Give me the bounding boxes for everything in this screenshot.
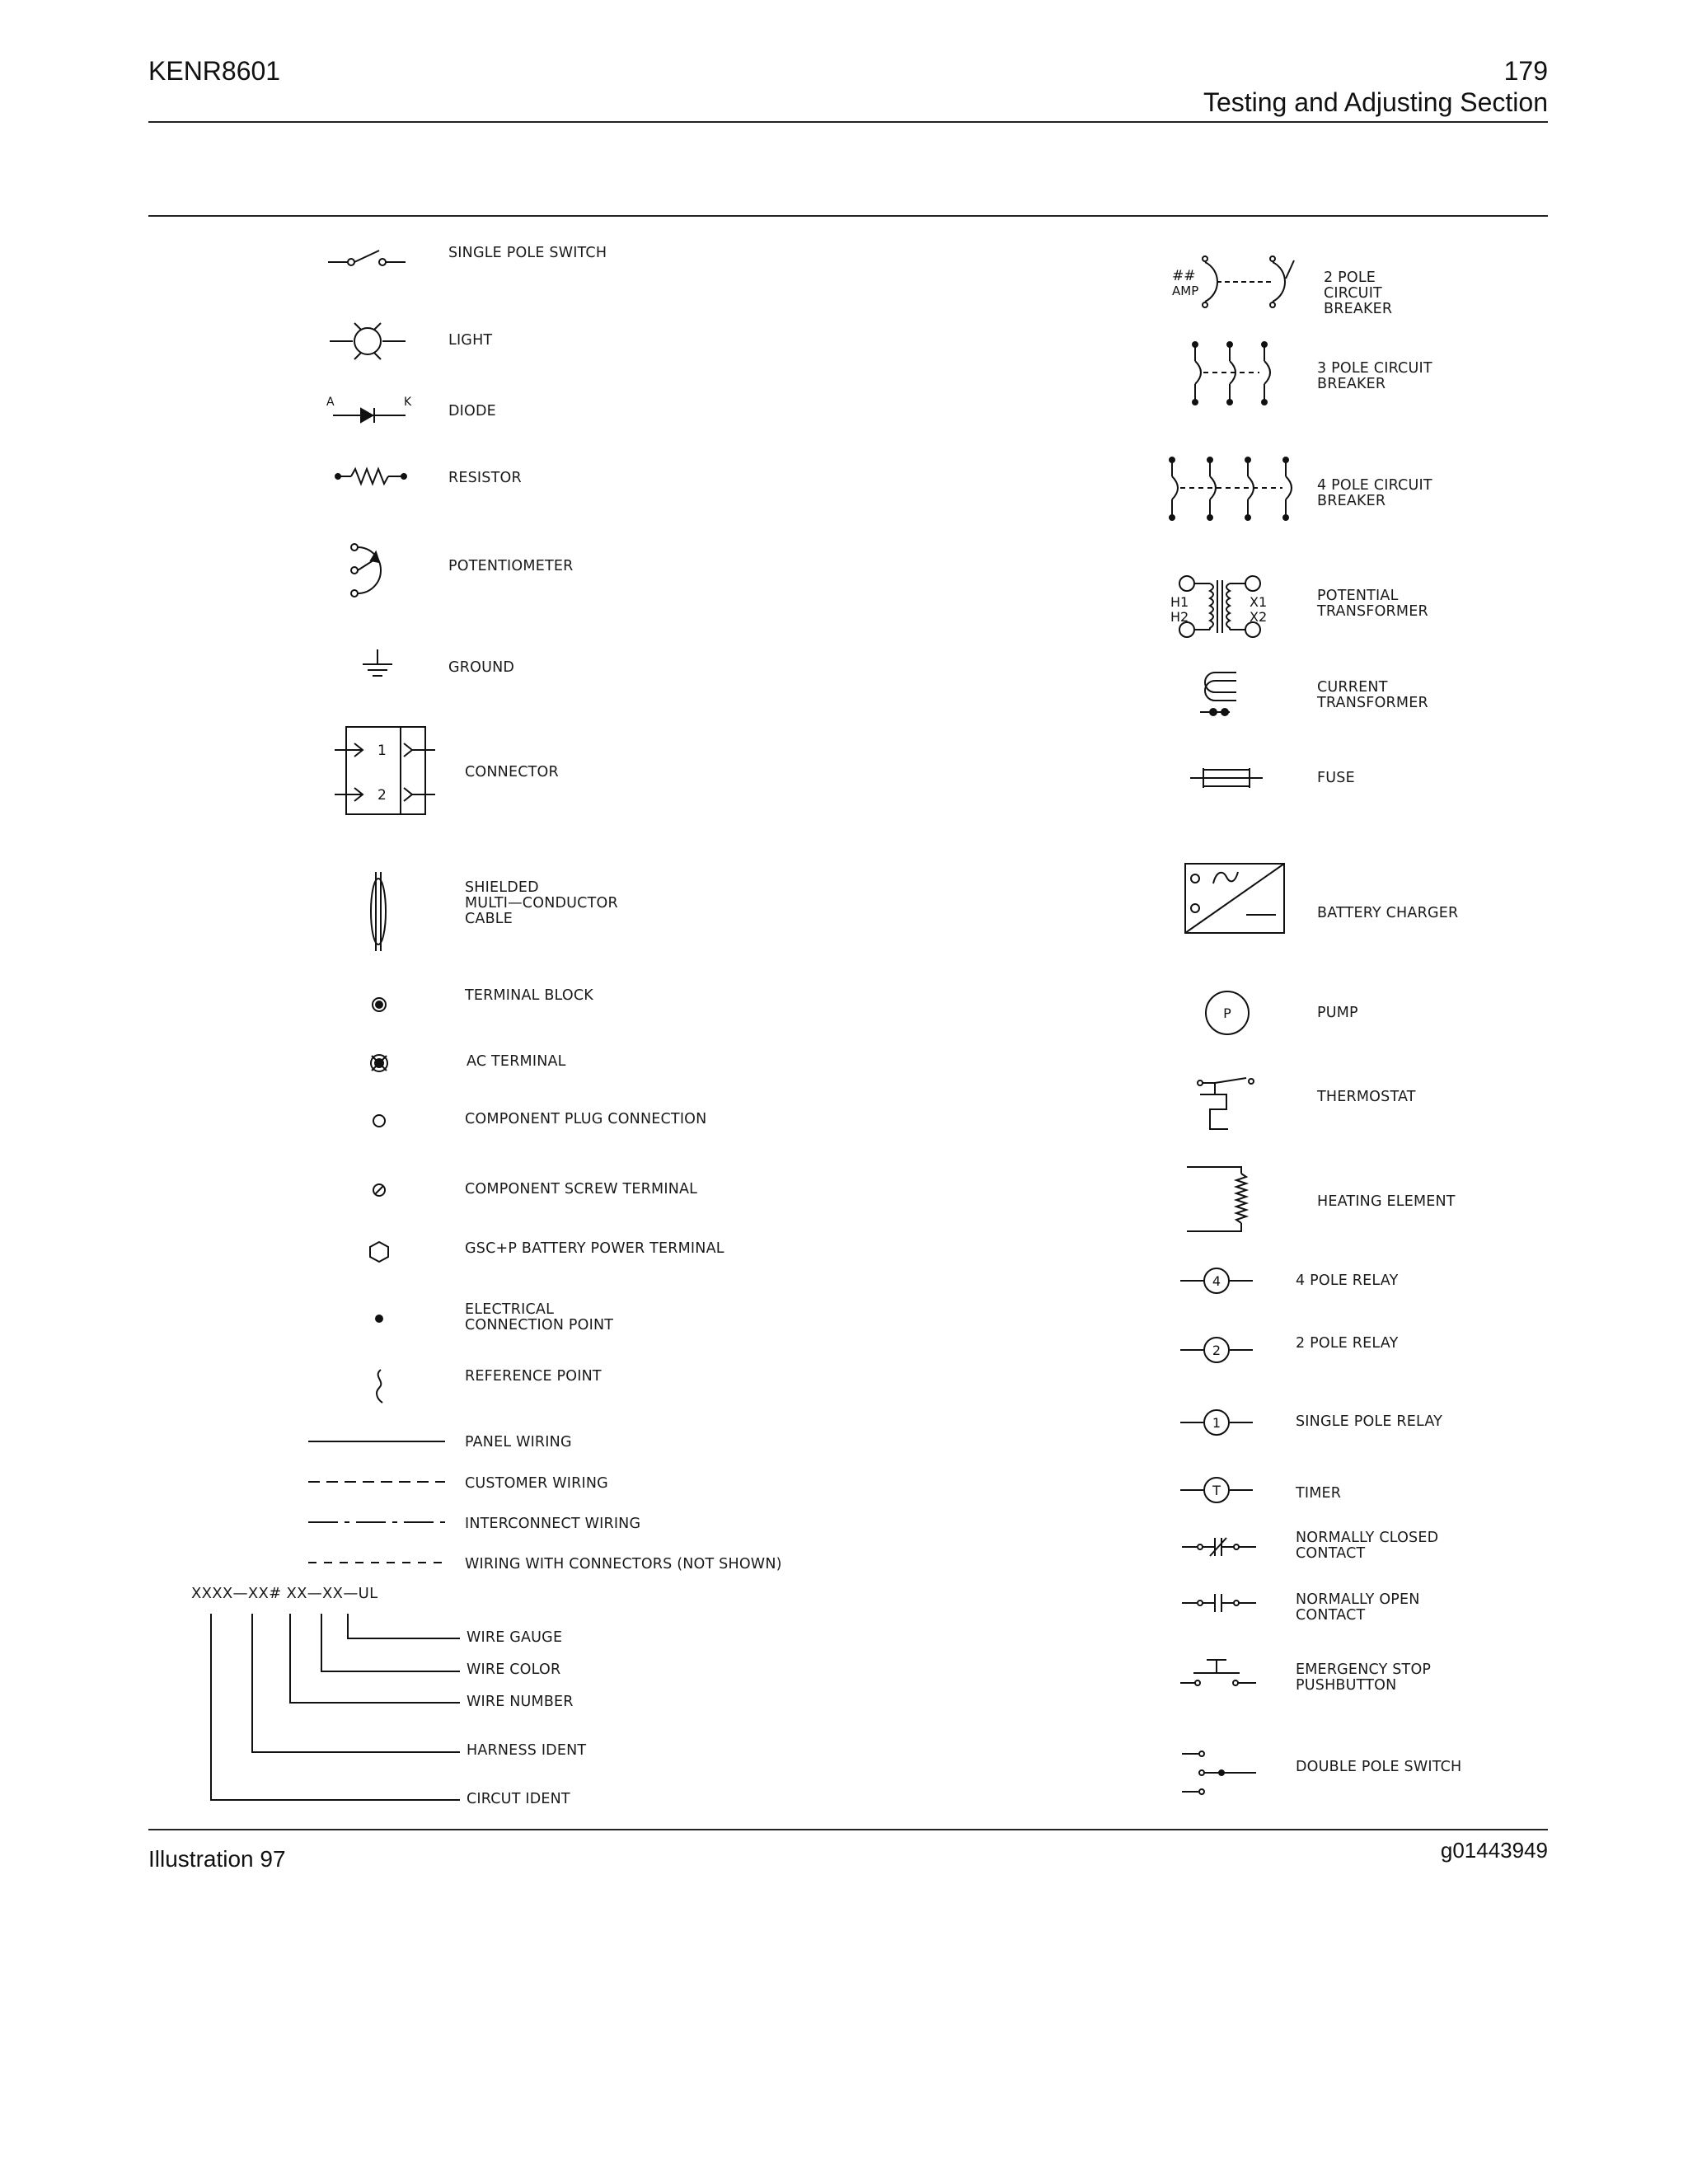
label-electrical-connection-point: ELECTRICAL CONNECTION POINT <box>465 1301 614 1333</box>
label-three-pole-circuit-breaker: 3 POLE CIRCUIT BREAKER <box>1317 360 1432 392</box>
label-four-pole-relay: 4 POLE RELAY <box>1296 1272 1399 1289</box>
label-customer-wiring: CUSTOMER WIRING <box>465 1475 608 1492</box>
label-circut-ident: CIRCUT IDENT <box>467 1791 570 1807</box>
pump-icon <box>1203 989 1251 1037</box>
two-pole-relay-icon <box>1179 1335 1254 1365</box>
battery-power-terminal-icon <box>368 1240 391 1263</box>
label-component-plug-connection: COMPONENT PLUG CONNECTION <box>465 1111 707 1127</box>
label-terminal-block: TERMINAL BLOCK <box>465 987 593 1004</box>
label-wire-number: WIRE NUMBER <box>467 1694 574 1710</box>
component-screw-terminal-icon <box>371 1182 387 1198</box>
illustration-caption: Illustration 97 <box>148 1846 286 1872</box>
emergency-stop-pushbutton-icon <box>1179 1657 1258 1690</box>
label-shielded-cable: SHIELDED MULTI—CONDUCTOR CABLE <box>465 879 618 927</box>
two-pole-circuit-breaker-icon <box>1170 254 1319 310</box>
label-current-transformer: CURRENT TRANSFORMER <box>1317 679 1428 711</box>
figure-bottom-rule <box>148 1829 1548 1830</box>
four-pole-relay-icon <box>1179 1266 1254 1296</box>
battery-charger-icon <box>1184 862 1287 936</box>
label-emergency-stop-pushbutton: EMERGENCY STOP PUSHBUTTON <box>1296 1661 1432 1694</box>
resistor-icon <box>333 463 412 488</box>
label-pump: PUMP <box>1317 1005 1358 1021</box>
label-double-pole-switch: DOUBLE POLE SWITCH <box>1296 1759 1462 1775</box>
graphic-id: g01443949 <box>1440 1838 1548 1863</box>
label-two-pole-circuit-breaker: 2 POLE CIRCUIT BREAKER <box>1324 269 1393 317</box>
single-pole-switch-icon <box>326 246 409 275</box>
label-ground: GROUND <box>448 659 515 676</box>
component-plug-connection-icon <box>371 1113 387 1129</box>
pt-x2-label: X2 <box>1250 609 1268 625</box>
label-battery-power-terminal: GSC+P BATTERY POWER TERMINAL <box>465 1240 724 1257</box>
pump-letter: P <box>1223 1005 1231 1021</box>
breaker-rating-amp: AMP <box>1172 284 1199 298</box>
customer-wiring-line-icon <box>308 1479 447 1485</box>
double-pole-switch-icon <box>1180 1747 1258 1798</box>
fuse-icon <box>1189 766 1264 790</box>
heating-element-icon <box>1184 1162 1250 1236</box>
shielded-cable-icon <box>366 872 391 951</box>
label-component-screw-terminal: COMPONENT SCREW TERMINAL <box>465 1181 698 1197</box>
label-wire-color: WIRE COLOR <box>467 1661 561 1678</box>
terminal-block-icon <box>369 995 389 1015</box>
timer-letter: T <box>1212 1483 1221 1498</box>
label-wire-gauge: WIRE GAUGE <box>467 1629 563 1646</box>
pt-x1-label: X1 <box>1250 594 1268 610</box>
label-normally-closed-contact: NORMALLY CLOSED CONTACT <box>1296 1530 1439 1562</box>
single-pole-relay-icon <box>1179 1408 1254 1437</box>
connector-pin-2: 2 <box>377 787 387 804</box>
label-timer: TIMER <box>1296 1485 1342 1502</box>
potentiometer-icon <box>346 541 404 598</box>
label-potential-transformer: POTENTIAL TRANSFORMER <box>1317 588 1428 620</box>
four-pole-circuit-breaker-icon <box>1160 453 1301 524</box>
label-wiring-with-connectors: WIRING WITH CONNECTORS (NOT SHOWN) <box>465 1556 782 1572</box>
label-normally-open-contact: NORMALLY OPEN CONTACT <box>1296 1591 1420 1624</box>
header-rule <box>148 121 1548 123</box>
ac-terminal-icon <box>368 1052 391 1075</box>
label-diode: DIODE <box>448 403 496 419</box>
light-icon <box>328 320 407 363</box>
relay-2-number: 2 <box>1212 1343 1221 1358</box>
normally-open-contact-icon <box>1180 1591 1258 1615</box>
section-title: Testing and Adjusting Section <box>1203 87 1548 117</box>
label-single-pole-switch: SINGLE POLE SWITCH <box>448 245 607 261</box>
thermostat-icon <box>1193 1075 1268 1134</box>
label-reference-point: REFERENCE POINT <box>465 1368 602 1385</box>
wire-code-leader-lines <box>206 1605 462 1810</box>
ground-icon <box>359 648 396 681</box>
label-single-pole-relay: SINGLE POLE RELAY <box>1296 1413 1443 1430</box>
label-interconnect-wiring: INTERCONNECT WIRING <box>465 1516 641 1532</box>
label-connector: CONNECTOR <box>465 764 559 780</box>
potential-transformer-icon <box>1167 574 1278 640</box>
label-panel-wiring: PANEL WIRING <box>465 1434 572 1451</box>
relay-1-number: 1 <box>1212 1415 1221 1431</box>
connector-pin-1: 1 <box>377 743 387 759</box>
label-fuse: FUSE <box>1317 770 1355 786</box>
diode-icon <box>323 396 422 425</box>
label-four-pole-circuit-breaker: 4 POLE CIRCUIT BREAKER <box>1317 477 1432 509</box>
panel-wiring-line-icon <box>308 1438 447 1445</box>
document-id: KENR8601 <box>148 56 281 86</box>
interconnect-wiring-line-icon <box>308 1519 447 1526</box>
label-potentiometer: POTENTIOMETER <box>448 558 574 574</box>
page-number: 179 <box>1503 56 1548 86</box>
normally-closed-contact-icon <box>1180 1535 1258 1559</box>
current-transformer-icon <box>1197 669 1250 720</box>
label-ac-terminal: AC TERMINAL <box>467 1053 566 1070</box>
figure-top-rule <box>148 215 1548 217</box>
pt-h2-label: H2 <box>1170 609 1189 625</box>
label-battery-charger: BATTERY CHARGER <box>1317 905 1459 921</box>
electrical-connection-point-icon <box>373 1312 386 1325</box>
label-light: LIGHT <box>448 332 493 349</box>
timer-icon <box>1179 1475 1254 1505</box>
breaker-rating-hash: ## <box>1172 268 1196 284</box>
three-pole-circuit-breaker-icon <box>1180 338 1287 409</box>
wiring-with-connectors-line-icon <box>308 1559 447 1566</box>
diode-anode-label: A <box>326 396 335 409</box>
label-two-pole-relay: 2 POLE RELAY <box>1296 1335 1399 1352</box>
connector-icon <box>330 725 440 818</box>
wire-code-format: XXXX—XX# XX—XX—UL <box>191 1585 378 1602</box>
relay-4-number: 4 <box>1212 1273 1221 1289</box>
diode-cathode-label: K <box>404 396 412 409</box>
label-thermostat: THERMOSTAT <box>1317 1089 1416 1105</box>
label-harness-ident: HARNESS IDENT <box>467 1742 587 1759</box>
reference-point-icon <box>371 1368 387 1404</box>
label-heating-element: HEATING ELEMENT <box>1317 1193 1456 1210</box>
pt-h1-label: H1 <box>1170 594 1189 610</box>
label-resistor: RESISTOR <box>448 470 522 486</box>
